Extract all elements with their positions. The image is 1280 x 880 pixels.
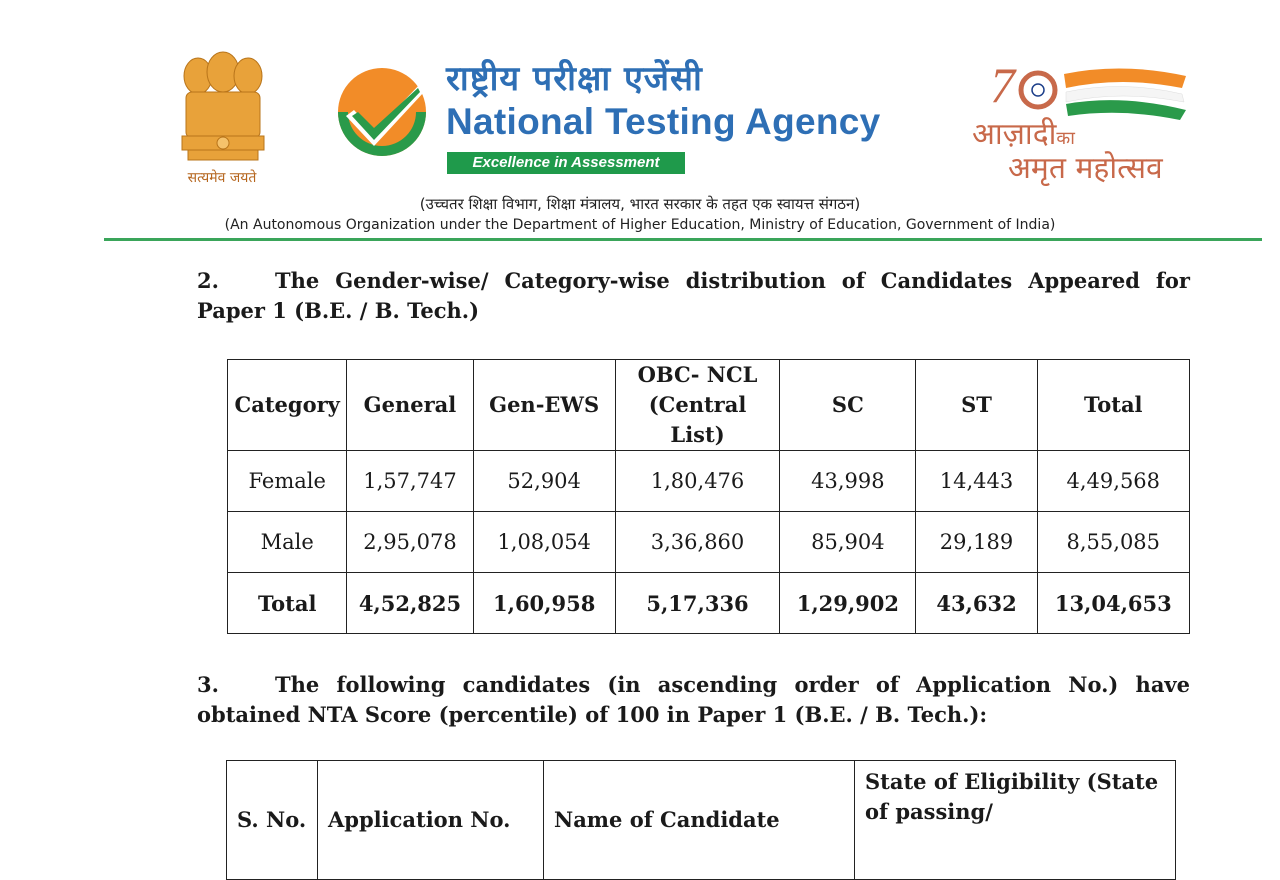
table-cell: 13,04,653: [1037, 573, 1189, 634]
column-header: Application No.: [318, 761, 544, 880]
table-header-row: [228, 360, 1190, 451]
table-cell: 1,29,902: [780, 573, 916, 634]
table-cell: 85,904: [780, 512, 916, 573]
table-cell: 52,904: [473, 451, 615, 512]
azadi-line1: आज़ादीका: [972, 117, 1075, 152]
row-label: Male: [228, 512, 347, 573]
table-cell: 4,49,568: [1037, 451, 1189, 512]
table-cell: 3,36,860: [615, 512, 779, 573]
svg-text:7: 7: [990, 58, 1015, 113]
top-scorers-table: [226, 760, 1176, 880]
column-header: State of Eligibility (State of passing/: [855, 761, 1176, 880]
table-cell: 8,55,085: [1037, 512, 1189, 573]
nta-tagline: Excellence in Assessment: [447, 152, 685, 174]
column-header: Name of Candidate: [544, 761, 855, 880]
column-header: S. No.: [227, 761, 318, 880]
section-2-heading-text: The Gender-wise/ Category-wise distribution of Candidates Appeared for Paper 1 (B.E. / B. Tech.): [197, 268, 1190, 323]
table-cell: 1,80,476: [615, 451, 779, 512]
table-cell: 1,57,747: [347, 451, 473, 512]
section-3-heading: [197, 670, 1190, 730]
table-cell: 1,60,958: [473, 573, 615, 634]
nta-logo-icon: [336, 66, 428, 158]
row-label: Total: [228, 573, 347, 634]
column-header: Total: [1037, 360, 1189, 451]
table-header-row: [227, 761, 1176, 880]
header-divider: [104, 238, 1262, 241]
emblem-caption: सत्यमेव जयते: [187, 170, 257, 186]
section-2-number: 2.: [197, 268, 219, 293]
section-3-number: 3.: [197, 672, 219, 697]
azadi-line2: अमृत महोत्सव: [1008, 151, 1163, 186]
organization-hindi: (उच्चतर शिक्षा विभाग, शिक्षा मंत्रालय, भारत सरकार के तहत एक स्वायत्त संगठन): [419, 195, 861, 213]
column-header: ST: [916, 360, 1037, 451]
table-row: [228, 451, 1190, 512]
letterhead: [0, 0, 1280, 250]
table-cell: 1,08,054: [473, 512, 615, 573]
table-cell: 4,52,825: [347, 573, 473, 634]
table-cell: 14,443: [916, 451, 1037, 512]
column-header: Category: [228, 360, 347, 451]
organization-english: (An Autonomous Organization under the Department of Higher Education, Ministry of Education, Government of India): [224, 217, 1056, 233]
column-header: OBC- NCL (Central List): [615, 360, 779, 451]
column-header: General: [347, 360, 473, 451]
table-cell: 43,632: [916, 573, 1037, 634]
section-2-heading: [197, 266, 1190, 326]
column-header: Gen-EWS: [473, 360, 615, 451]
nta-name-hindi: राष्ट्रीय परीक्षा एजेंसी: [446, 59, 703, 99]
table-cell: 5,17,336: [615, 573, 779, 634]
category-distribution-table: [227, 359, 1190, 634]
table-cell: 43,998: [780, 451, 916, 512]
column-header: SC: [780, 360, 916, 451]
nta-name-english: National Testing Agency: [446, 101, 881, 142]
table-total-row: [228, 573, 1190, 634]
row-label: Female: [228, 451, 347, 512]
section-3-heading-text: The following candidates (in ascending order of Application No.) have obtained NTA Score (percentile) of 100 in Paper 1 (B.E. / B. Tech.):: [197, 672, 1190, 727]
table-cell: 2,95,078: [347, 512, 473, 573]
table-row: [228, 512, 1190, 573]
table-cell: 29,189: [916, 512, 1037, 573]
